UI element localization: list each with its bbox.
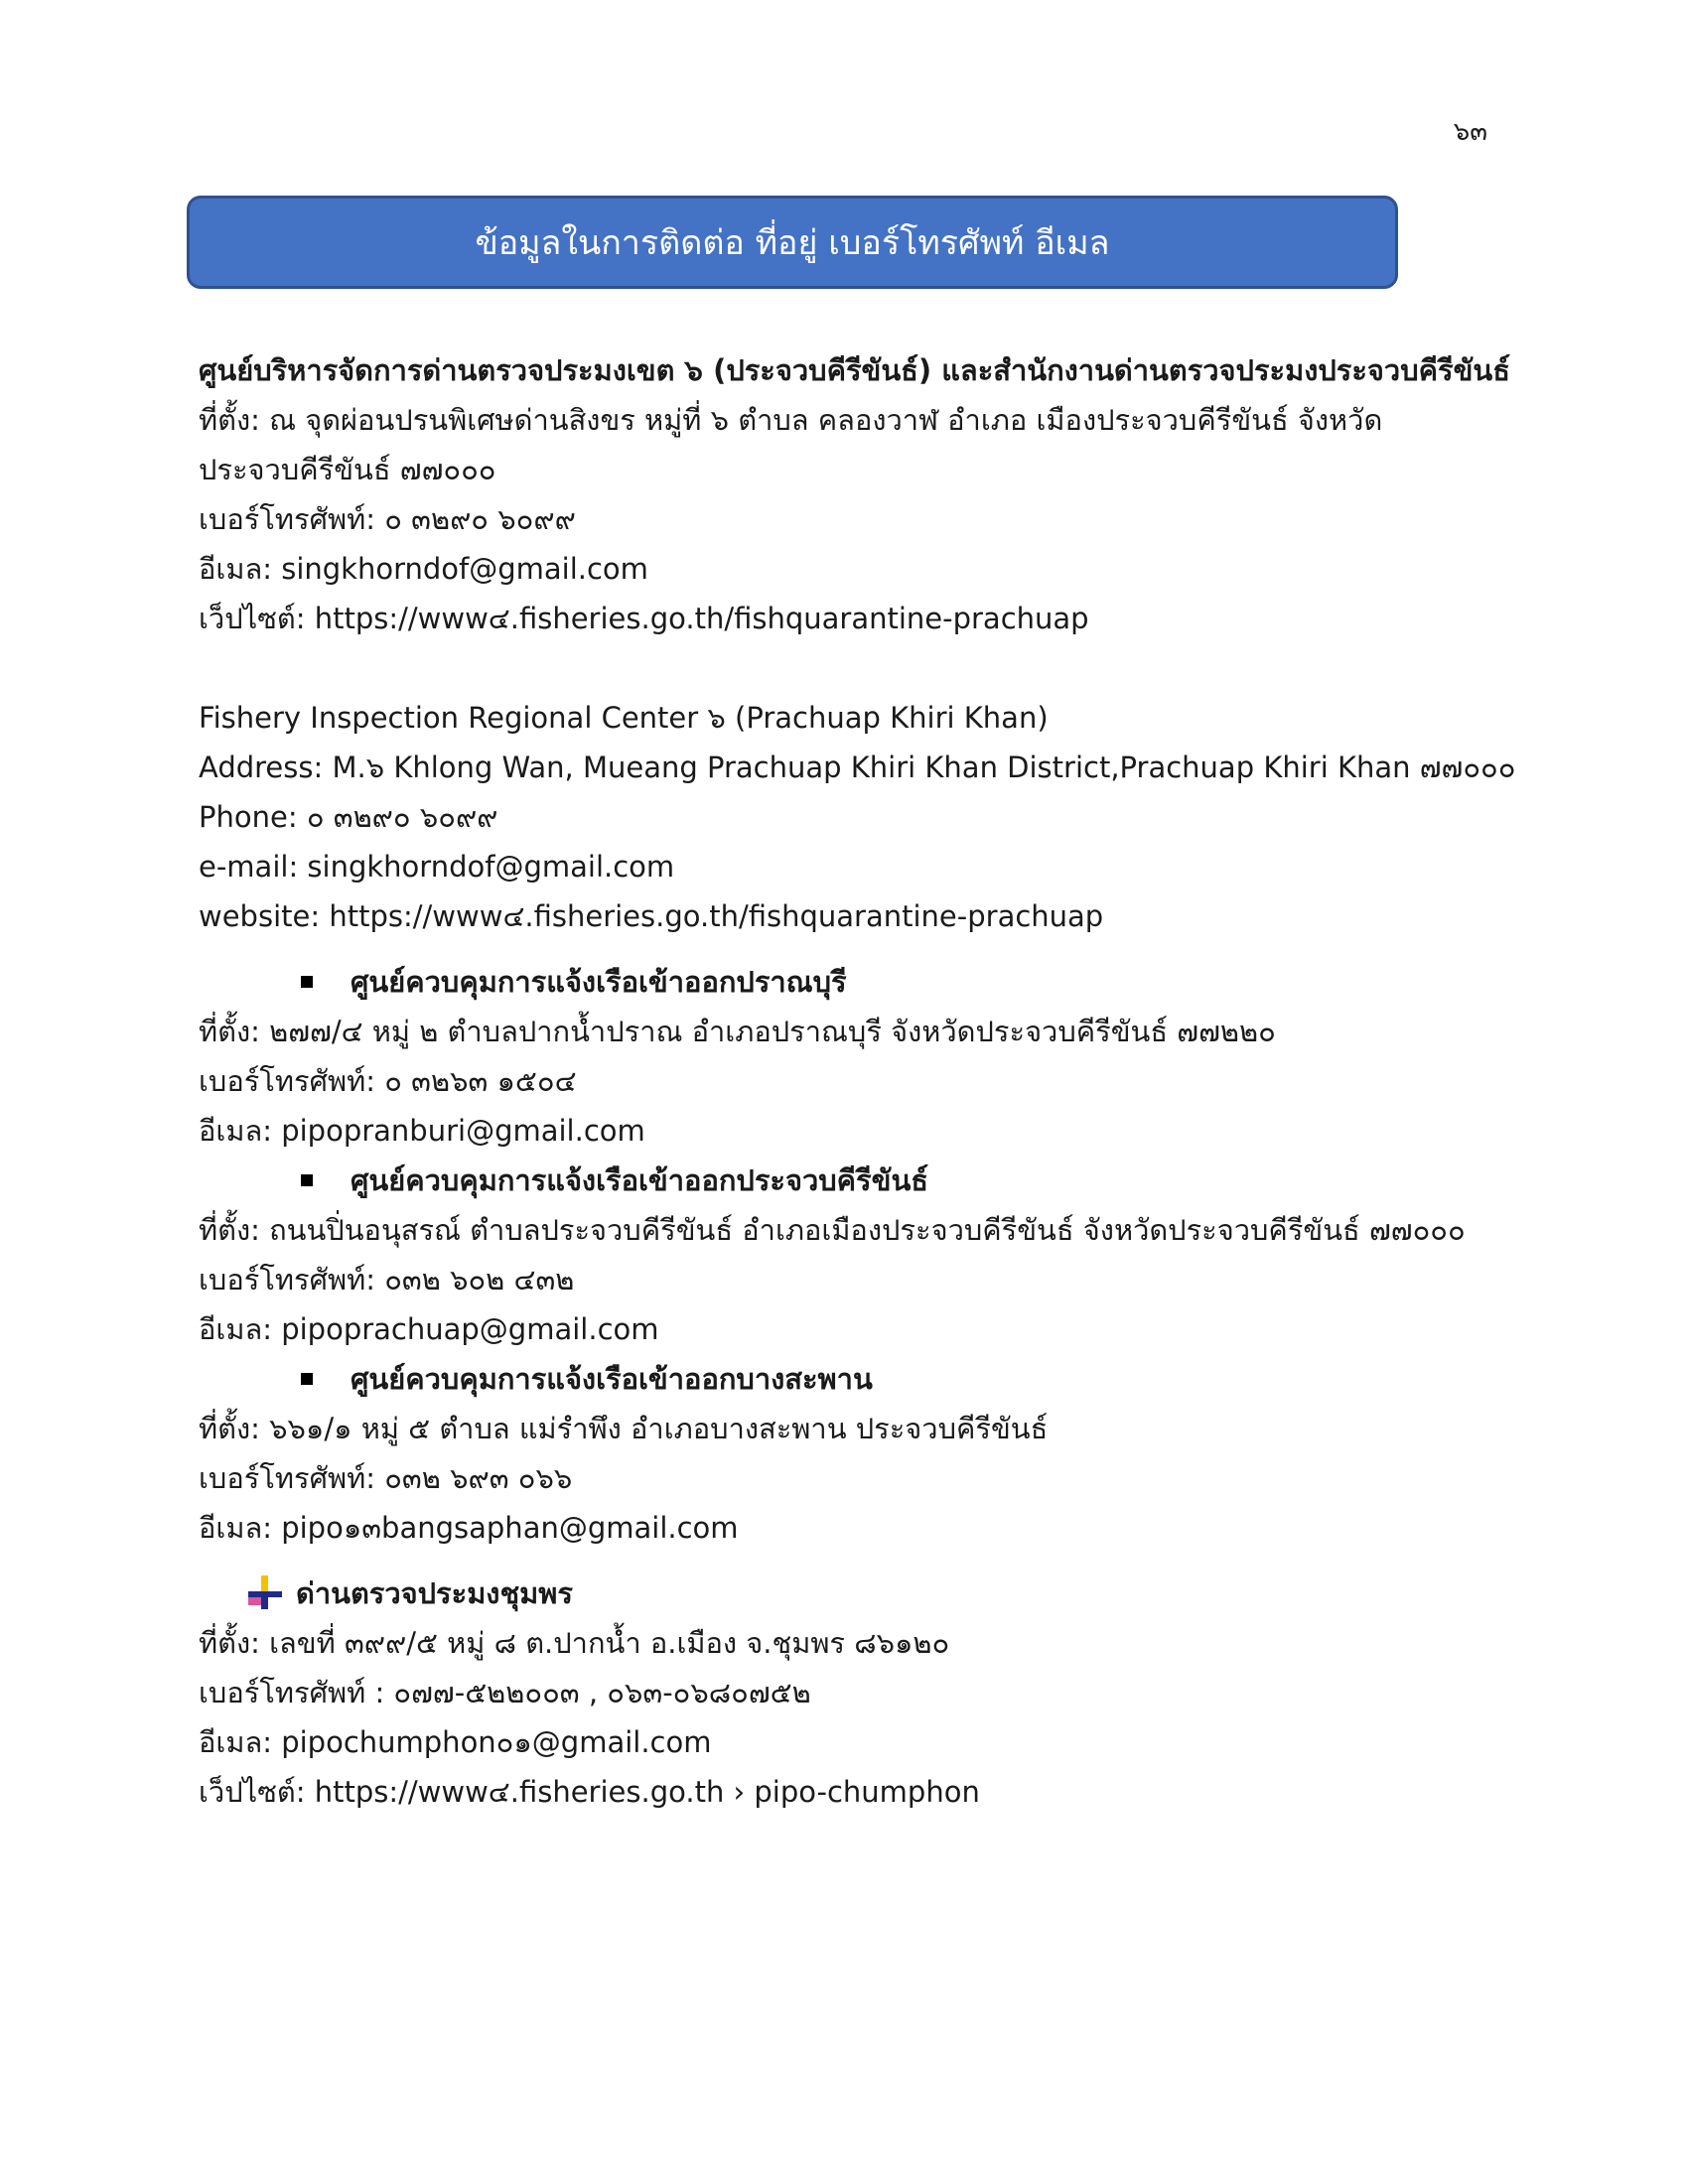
page-title: ข้อมูลในการติดต่อ ที่อยู่ เบอร์โทรศัพท์ อีเมล [475, 223, 1110, 263]
chumphon-email[interactable]: อีเมล: pipochumphon๐๑@gmail.com [199, 1725, 712, 1759]
office-pranburi-address: ที่ตั้ง: ๒๗๗/๔ หมู่ ๒ ตำบลปากน้ำปราณ อำเภอปราณบุรี จังหวัดประจวบคีรีขันธ์ ๗๗๒๒๐ [199, 1015, 1276, 1048]
office-bangsaphan-heading [199, 1354, 1519, 1404]
page-title-banner [187, 196, 1398, 289]
center-phone: เบอร์โทรศัพท์: ๐ ๓๒๙๐ ๖๐๙๙ [199, 502, 576, 536]
center-address-line2: ประจวบคีรีขันธ์ ๗๗๐๐๐ [199, 453, 496, 486]
office-name: ศูนย์ควบคุมการแจ้งเรือเข้าออกประจวบคีรีขันธ์ [351, 1163, 928, 1197]
chumphon-heading [199, 1569, 1519, 1618]
office-bangsaphan-email[interactable]: อีเมล: pipo๑๓bangsaphan@gmail.com [199, 1511, 739, 1545]
office-prachuap-heading [199, 1156, 1519, 1205]
square-bullet-icon [301, 1373, 313, 1385]
center-heading: ศูนย์บริหารจัดการด่านตรวจประมงเขต ๖ (ประจวบคีรีขันธ์) และสำนักงานด่านตรวจประมงประจวบคีรีขันธ์ [199, 353, 1510, 387]
office-bangsaphan-phone: เบอร์โทรศัพท์: ๐๓๒ ๖๙๓ ๐๖๖ [199, 1461, 573, 1495]
office-pranburi-phone: เบอร์โทรศัพท์: ๐ ๓๒๖๓ ๑๕๐๔ [199, 1064, 577, 1098]
center-en-name: Fishery Inspection Regional Center ๖ (Prachuap Khiri Khan) [199, 701, 1049, 735]
office-name: ศูนย์ควบคุมการแจ้งเรือเข้าออกบางสะพาน [351, 1362, 873, 1396]
office-pranburi-email[interactable]: อีเมล: pipopranburi@gmail.com [199, 1114, 645, 1148]
square-bullet-icon [301, 976, 313, 988]
center-en-phone: Phone: ๐ ๓๒๙๐ ๖๐๙๙ [199, 800, 498, 834]
chumphon-address: ที่ตั้ง: เลขที่ ๓๙๙/๕ หมู่ ๘ ต.ปากน้ำ อ.เมือง จ.ชุมพร ๘๖๑๒๐ [199, 1626, 950, 1660]
colored-cross-bullet-icon [246, 1573, 286, 1613]
document-body [199, 345, 1519, 1817]
center-en-email[interactable]: e-mail: singkhorndof@gmail.com [199, 850, 675, 884]
office-bangsaphan-address: ที่ตั้ง: ๖๖๑/๑ หมู่ ๕ ตำบล แม่รำพึง อำเภอบางสะพาน ประจวบคีรีขันธ์ [199, 1412, 1049, 1445]
office-prachuap-phone: เบอร์โทรศัพท์: ๐๓๒ ๖๐๒ ๔๓๒ [199, 1263, 575, 1297]
chumphon-phone: เบอร์โทรศัพท์ : ๐๗๗-๕๒๒๐๐๓ , ๐๖๓-๐๖๘๐๗๕๒ [199, 1676, 811, 1709]
chumphon-website[interactable]: เว็ปไซต์: https://www๔.fisheries.go.th › pipo-chumphon [199, 1775, 980, 1809]
center-en-address: Address: M.๖ Khlong Wan, Mueang Prachuap Khiri Khan District,Prachuap Khiri Khan ๗๗๐๐๐ [199, 751, 1516, 784]
office-prachuap-email[interactable]: อีเมล: pipoprachuap@gmail.com [199, 1312, 659, 1346]
office-pranburi-heading [199, 957, 1519, 1007]
center-en-website[interactable]: website: https://www๔.fisheries.go.th/fishquarantine-prachuap [199, 899, 1104, 933]
office-name: ศูนย์ควบคุมการแจ้งเรือเข้าออกปราณบุรี [351, 965, 847, 999]
chumphon-name: ด่านตรวจประมงชุมพร [296, 1576, 573, 1610]
center-address-line1: ที่ตั้ง: ณ จุดผ่อนปรนพิเศษด่านสิงขร หมู่ที่ ๖ ตำบล คลองวาฬ อำเภอ เมืองประจวบคีรีขันธ์ จังหวัด [199, 403, 1383, 437]
square-bullet-icon [301, 1174, 313, 1186]
center-website[interactable]: เว็ปไซต์: https://www๔.fisheries.go.th/fishquarantine-prachuap [199, 602, 1089, 635]
page-number: ๖๓ [1453, 117, 1487, 147]
office-prachuap-address: ที่ตั้ง: ถนนปิ่นอนุสรณ์ ตำบลประจวบคีรีขันธ์ อำเภอเมืองประจวบคีรีขันธ์ จังหวัดประจวบคีรีขันธ์ ๗๗๐๐๐ [199, 1213, 1466, 1247]
center-email[interactable]: อีเมล: singkhorndof@gmail.com [199, 552, 648, 586]
